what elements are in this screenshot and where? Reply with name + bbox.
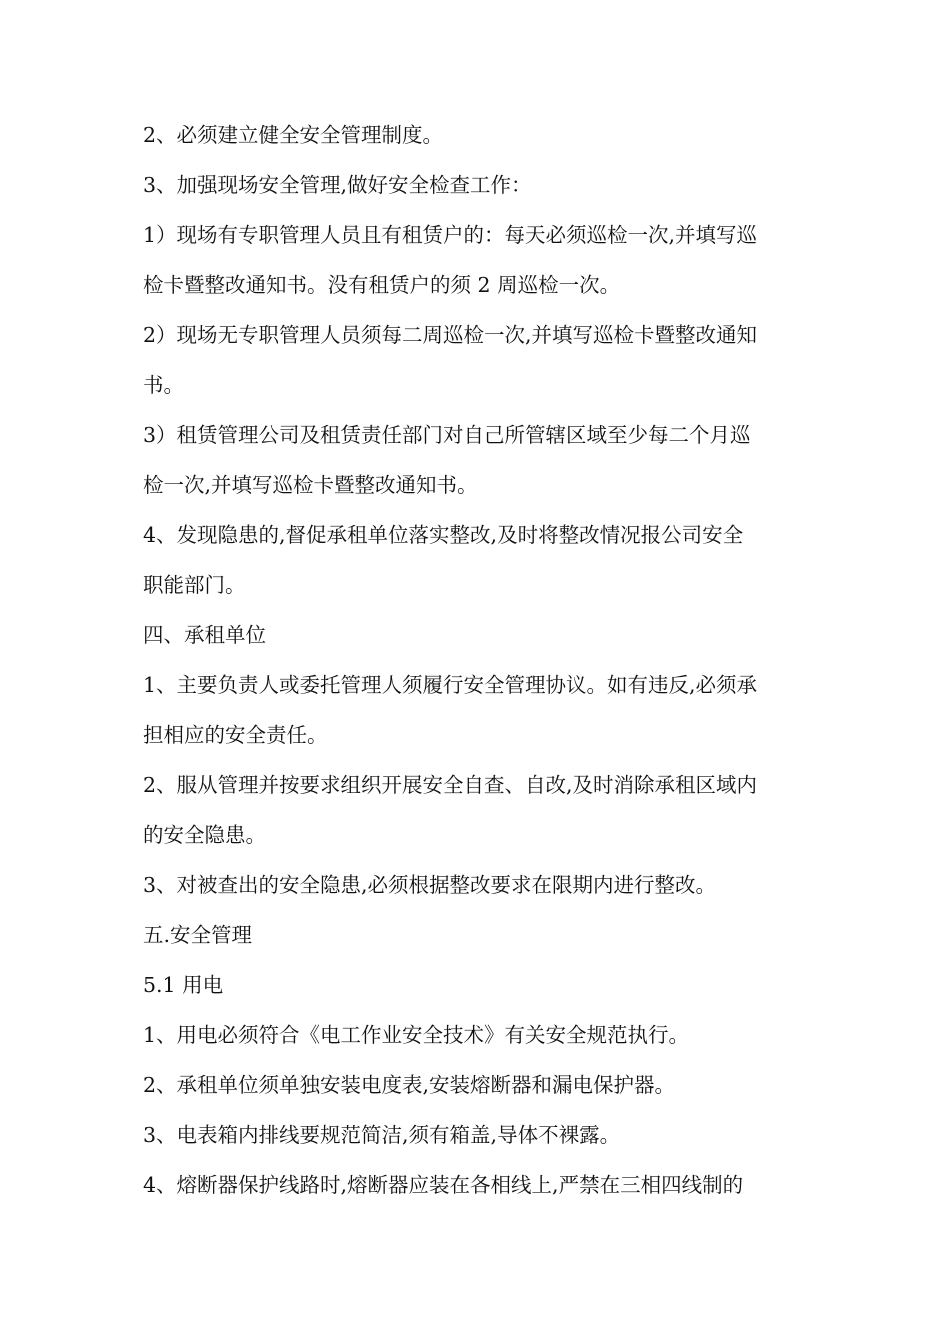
text-line: 检卡暨整改通知书。没有租赁户的须 2 周巡检一次。 [143, 273, 621, 297]
text-line: 担相应的安全责任。 [143, 723, 328, 747]
text-line: 2、必须建立健全安全管理制度。 [143, 123, 444, 147]
text-line: 检一次,并填写巡检卡暨整改通知书。 [143, 473, 478, 497]
section-heading: 四、承租单位 [143, 623, 266, 647]
text-line: 3、电表箱内排线要规范简洁,须有箱盖,导体不裸露。 [143, 1123, 621, 1147]
text-line: 职能部门。 [143, 573, 246, 597]
text-line: 书。 [143, 373, 184, 397]
text-line: 1）现场有专职管理人员且有租赁户的：每天必须巡检一次,并填写巡 [143, 223, 758, 247]
text-line: 1、用电必须符合《电工作业安全技术》有关安全规范执行。 [143, 1023, 690, 1047]
text-line: 2）现场无专职管理人员须每二周巡检一次,并填写巡检卡暨整改通知 [143, 323, 758, 347]
text-line: 2、服从管理并按要求组织开展安全自查、自改,及时消除承租区域内 [143, 773, 758, 797]
subsection-heading: 5.1 用电 [143, 973, 224, 997]
text-line: 3、加强现场安全管理,做好安全检查工作： [143, 173, 532, 197]
text-line: 4、发现隐患的,督促承租单位落实整改,及时将整改情况报公司安全 [143, 523, 744, 547]
text-line: 4、熔断器保护线路时,熔断器应装在各相线上,严禁在三相四线制的 [143, 1173, 744, 1197]
text-line: 3、对被查出的安全隐患,必须根据整改要求在限期内进行整改。 [143, 873, 717, 897]
text-line: 2、承租单位须单独安装电度表,安装熔断器和漏电保护器。 [143, 1073, 676, 1097]
section-heading: 五.安全管理 [143, 923, 253, 947]
text-line: 的安全隐患。 [143, 823, 266, 847]
text-line: 3）租赁管理公司及租赁责任部门对自己所管辖区域至少每二个月巡 [143, 423, 751, 447]
text-line: 1、主要负责人或委托管理人须履行安全管理协议。如有违反,必须承 [143, 673, 758, 697]
